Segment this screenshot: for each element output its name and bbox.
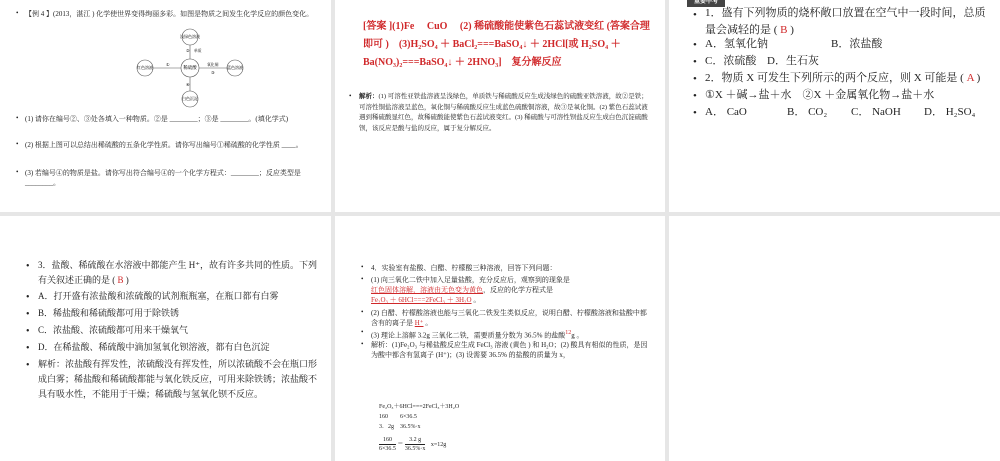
q2-answer: A xyxy=(966,72,974,84)
bullet: • xyxy=(26,292,30,303)
q2-option-a: A． CaO xyxy=(705,106,747,118)
bullet: • xyxy=(26,343,30,354)
reactions: ①X ＋碱→盐＋水 ②X ＋金属氧化物→盐＋水 xyxy=(705,89,935,101)
label-n3: ③ xyxy=(211,70,215,75)
section-badge: 重要中考 xyxy=(687,0,725,7)
option-b: B．稀盐酸和稀硫酸都可用于除铁锈 xyxy=(38,308,180,318)
slide-answer-analysis xyxy=(335,0,665,212)
bullet: • xyxy=(361,340,364,348)
label-n2: ② xyxy=(186,48,190,53)
fraction-2-bottom: 36.5%·x xyxy=(404,446,426,452)
part-1: (1) 向三氧化二铁中加入足量盐酸，充分反应后，观察到的现象是 红色固体溶解，溶液由无色变为黄色，反应的化学方程式是 Fe₂O₃ ＋ 6HCl===2FeCl₃ ＋ 3H₂O 。 xyxy=(371,276,570,304)
bullet: • xyxy=(693,56,697,68)
option-a: A．打开盛有浓盐酸和浓硫酸的试剂瓶瓶塞，在瓶口都有白雾 xyxy=(38,291,279,301)
bullet: • xyxy=(26,360,30,371)
label-single: 单质 xyxy=(194,49,202,53)
q2-option-d: D． H₂SO₄ xyxy=(924,106,976,118)
q3-answer: B xyxy=(117,275,124,285)
label-cuo: 氧化铜 xyxy=(207,63,219,67)
analysis: 解析：(1)Fe₂O₃ 与稀盐酸反应生成 FeCl₃ 溶液 (黄色 ) 和 H₂O；(2) 酸具有相似的性质，是因为酸中都含有氢离子 (H⁺)；(3) 设需要 36.5% 的盐酸的质量为 x， xyxy=(371,341,648,359)
bullet: • xyxy=(16,140,19,148)
fraction-2-top: 3.2 g xyxy=(409,437,422,443)
fraction-1-bottom: 6×36.5 xyxy=(379,446,396,452)
bullet: • xyxy=(361,308,364,316)
bullet: • xyxy=(693,73,697,85)
option-d: D．在稀盐酸、稀硫酸中滴加氢氧化钡溶液，都有白色沉淀 xyxy=(38,342,270,352)
reaction-diagram xyxy=(130,28,250,108)
analysis-text: (1) 可溶性亚铁盐溶液呈浅绿色，单质铁与稀硫酸反应生成浅绿色的硫酸亚铁溶液，故②是铁；可溶性铜盐溶液呈蓝色，氧化铜与稀硫酸反应生成蓝色硫酸铜溶液，故③是氧化铜。(2) 紫色石蕊试液遇到稀硫酸显红色，故稀硫酸能使紫色石蕊试液变红。(3) 稀硫酸与可溶性钡盐反应生成白色沉淀硫酸钡，该反应是酸与盐的反应，属于复分解反应。 xyxy=(359,93,648,132)
bullet: • xyxy=(693,9,697,21)
bullet: • xyxy=(16,114,19,122)
bullet: • xyxy=(26,309,30,320)
example-intro: 【例 4 】(2013，湛江 ) 化学使世界变得绚丽多彩。如图是物质之间发生化学反应的颜色变化。 xyxy=(25,10,314,18)
calc-equation: Fe₂O₃＋6HCl===2FeCl₃＋3H₂O xyxy=(379,404,460,410)
analysis-block xyxy=(359,92,653,134)
q2-option-b: B． CO₂ xyxy=(787,106,828,118)
q2-option-c: C． NaOH xyxy=(851,106,901,118)
node-center: 稀硫酸 xyxy=(183,65,197,70)
node-bottom: 白色沉淀 xyxy=(182,96,198,101)
q1-option-a: A．氢氧化钠 xyxy=(705,38,768,50)
slide-question-3 xyxy=(0,216,331,461)
bullet: • xyxy=(361,328,364,336)
part-2: (2) 白醋、柠檬酸溶液也能与三氧化二铁发生类似反应，说明白醋、柠檬酸溶液和盐酸中都含有的离子是 H⁺ 。 xyxy=(371,309,647,327)
option-c: C．浓盐酸、浓硫酸都可用来干燥氧气 xyxy=(38,325,189,335)
bullet: • xyxy=(693,39,697,51)
question-2: 2．物质 X 可发生下列所示的两个反应，则 X 可能是 ( A ) xyxy=(705,72,981,84)
question-4-intro: 4．实验室有盐酸、白醋、柠檬酸三种溶液，回答下列问题： xyxy=(371,264,557,272)
q1-option-c: C．浓硫酸 xyxy=(705,55,757,67)
q1-option-b: B．浓盐酸 xyxy=(831,38,883,50)
question-1: (1) 请你在编号②、③处各填入一种物质。②是 ________；③是 ________。(填化学式) xyxy=(25,115,289,123)
node-left: 红色溶液 xyxy=(137,65,153,70)
bullet: • xyxy=(26,326,30,337)
bullet: • xyxy=(693,107,697,119)
node-top: 浅绿色溶液 xyxy=(180,34,200,39)
bullet: • xyxy=(693,90,697,102)
calc-proportion: $\frac{160}{6\times 36.5}$ ＝ $\frac{3.2 g}{36.5\%\cdot x}$ x=12g xyxy=(379,437,447,452)
bullet: • xyxy=(26,261,30,272)
label-n1: ① xyxy=(166,62,170,67)
bullet: • xyxy=(16,9,19,17)
analysis-label: 解析： xyxy=(359,93,379,100)
bullet: • xyxy=(349,92,352,100)
slide-exam-questions xyxy=(669,0,1000,212)
slide-example-4 xyxy=(0,0,331,212)
question-3: (3) 若编号④的物质是盐。请你写出符合编号④的一个化学方程式：________；反应类型是 ________。 xyxy=(25,169,301,187)
q1-answer: B xyxy=(780,24,788,36)
question-3: 3．盐酸、稀硫酸在水溶液中都能产生 H⁺，故有许多共同的性质。下列有关叙述正确的是 ( B ) xyxy=(38,260,318,285)
question-1: 1．盛有下列物质的烧杯敞口放置在空气中一段时间，总质量会减轻的是 ( B ) xyxy=(705,7,986,36)
label-n4: ④ xyxy=(186,82,190,87)
calc-given: 3．2g 36.5%·x xyxy=(379,424,421,430)
fraction-1-top: 160 xyxy=(382,437,392,443)
analysis: 解析：浓盐酸有挥发性，浓硫酸没有挥发性，所以浓硫酸不会在瓶口形成白雾；稀盐酸和稀硫酸都能与氧化铁反应，可用来除铁锈；浓盐酸不具有吸水性，不能用于干燥；稀硫酸与氢氧化钡不反应。 xyxy=(38,359,318,399)
node-right: 蓝色溶液 xyxy=(227,65,243,70)
slide-blank xyxy=(669,216,1000,461)
part-1-answer-2: Fe₂O₃ ＋ 6HCl===2FeCl₃ ＋ 3H₂O xyxy=(371,296,472,304)
question-2: (2) 根据上图可以总结出稀硫酸的五条化学性质。请你写出编号①稀硫酸的化学性质 ____。 xyxy=(25,141,303,149)
part-1-answer-1: 红色固体溶解，溶液由无色变为黄色 xyxy=(371,286,483,294)
calc-result: x=12g xyxy=(430,441,447,448)
slide-question-4 xyxy=(335,216,665,461)
q1-option-d: D．生石灰 xyxy=(767,55,819,67)
part-3: (3) 理论上溶解 3.2g 三氧化二铁，需要质量分数为 36.5% 的盐酸12g 。 xyxy=(371,330,584,340)
bullet: • xyxy=(361,263,364,271)
answer-text: [答案 ](1)Fe CuO (2) 稀硫酸能使紫色石蕊试液变红 (答案合理即可 ) (3)H₂SO₄ ＋ BaCl₂===BaSO₄↓ ＋ 2HCl[或 H₂SO₄ ＋ Ba(NO₃)₂===BaSO₄↓ ＋ 2HNO₃] 复分解反应 xyxy=(363,21,650,68)
part-3-answer: 12 xyxy=(565,330,572,336)
bullet: • xyxy=(361,275,364,283)
calc-masses: 160 6×36.5 xyxy=(379,414,417,420)
part-2-answer: H⁺ xyxy=(414,319,424,327)
bullet: • xyxy=(16,168,19,176)
